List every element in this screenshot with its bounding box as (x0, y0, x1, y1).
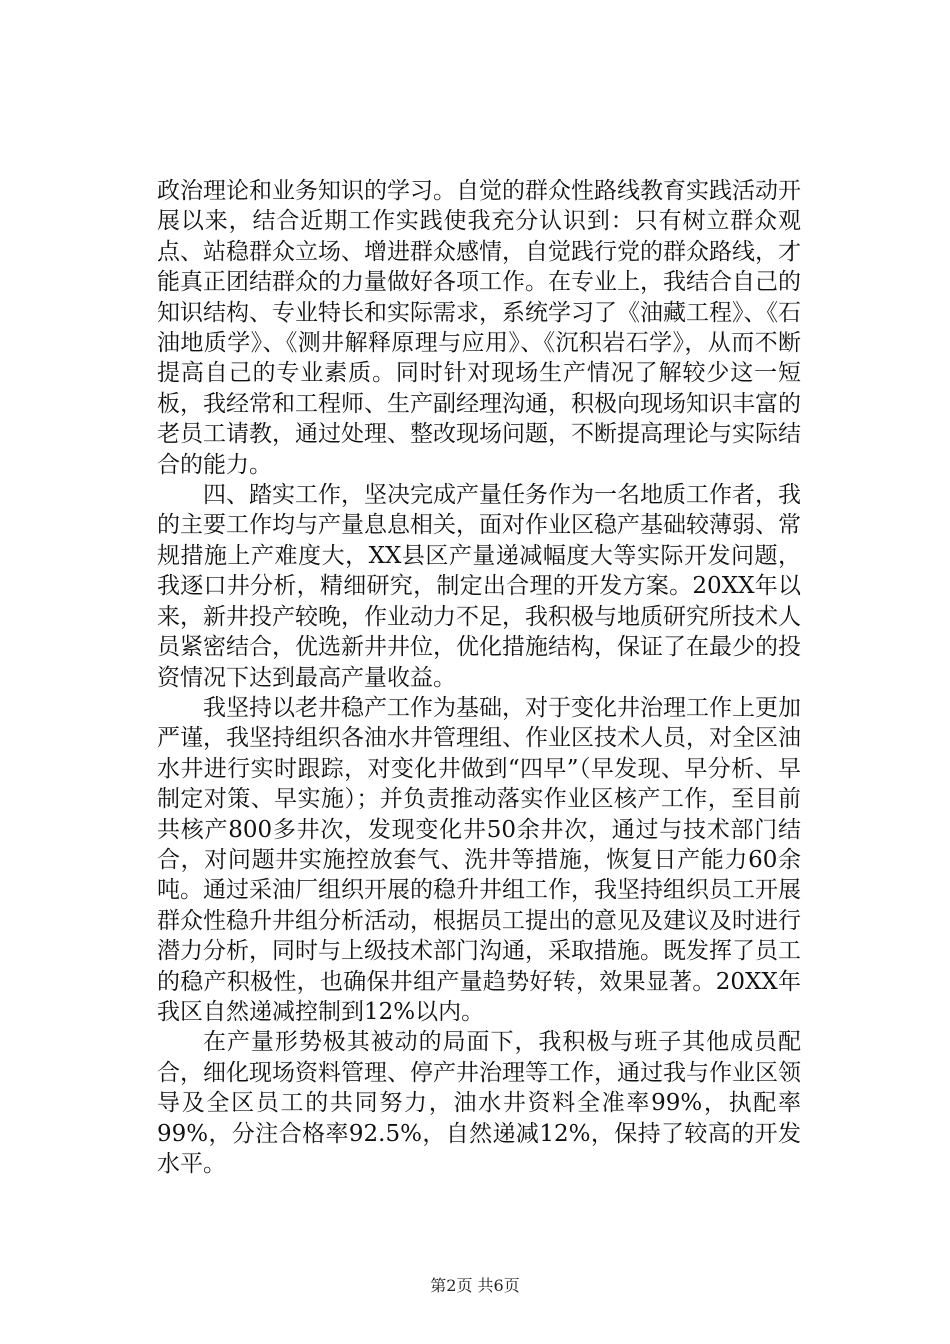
page-number-footer: 第2页 共6页 (430, 1276, 520, 1295)
paragraph-continued: 政治理论和业务知识的学习。自觉的群众性路线教育实践活动开展以来，结合近期工作实践使我充分认识到：只有树立群众观点、站稳群众立场、增进群众感情，自觉践行党的群众路线，才能真正团结群众的力量做好各项工作。在专业上，我结合自己的知识结构、专业特长和实际需求，系统学习了《油藏工程》、《石油地质学》、《测井解释原理与应用》、《沉积岩石学》，从而不断提高自己的专业素质。同时针对现场生产情况了解较少这一短板，我经常和工程师、生产副经理沟通，积极向现场知识丰富的老员工请教，通过处理、整改现场问题，不断提高理论与实际结合的能力。 (157, 178, 801, 478)
paragraph-section-four: 四、踏实工作，坚决完成产量任务作为一名地质工作者，我的主要工作均与产量息息相关，面对作业区稳产基础较薄弱、常规措施上产难度大，XX县区产量递减幅度大等实际开发问题，我逐口井分析，精细研究，制定出合理的开发方案。20XX年以来，新井投产较晚，作业动力不足，我积极与地质研究所技术人员紧密结合，优选新井井位，优化措施结构，保证了在最少的投资情况下达到最高产量收益。 (157, 482, 801, 691)
document-body (157, 176, 801, 1179)
paragraph-old-wells: 我坚持以老井稳产工作为基础，对于变化井治理工作上更加严谨，我坚持组织各油水井管理组、作业区技术人员，对全区油水井进行实时跟踪，对变化井做到“四早”（早发现、早分析、早制定对策、早实施）；并负责推动落实作业区核产工作，至目前共核产800多井次，发现变化井50余井次，通过与技术部门结合，对问题井实施控放套气、洗井等措施，恢复日产能力60余吨。通过采油厂组织开展的稳升井组工作，我坚持组织员工开展群众性稳升井组分析活动，根据员工提出的意见及建议及时进行潜力分析，同时与上级技术部门沟通，采取措施。既发挥了员工的稳产积极性，也确保井组产量趋势好转，效果显著。20XX年我区自然递减控制到12%以内。 (157, 694, 801, 1025)
paragraph-production-results: 在产量形势极其被动的局面下，我积极与班子其他成员配合，细化现场资料管理、停产井治理等工作，通过我与作业区领导及全区员工的共同努力，油水井资料全准率99%，执配率99%，分注合格率92.5%，自然递减12%，保持了较高的开发水平。 (157, 1029, 801, 1177)
